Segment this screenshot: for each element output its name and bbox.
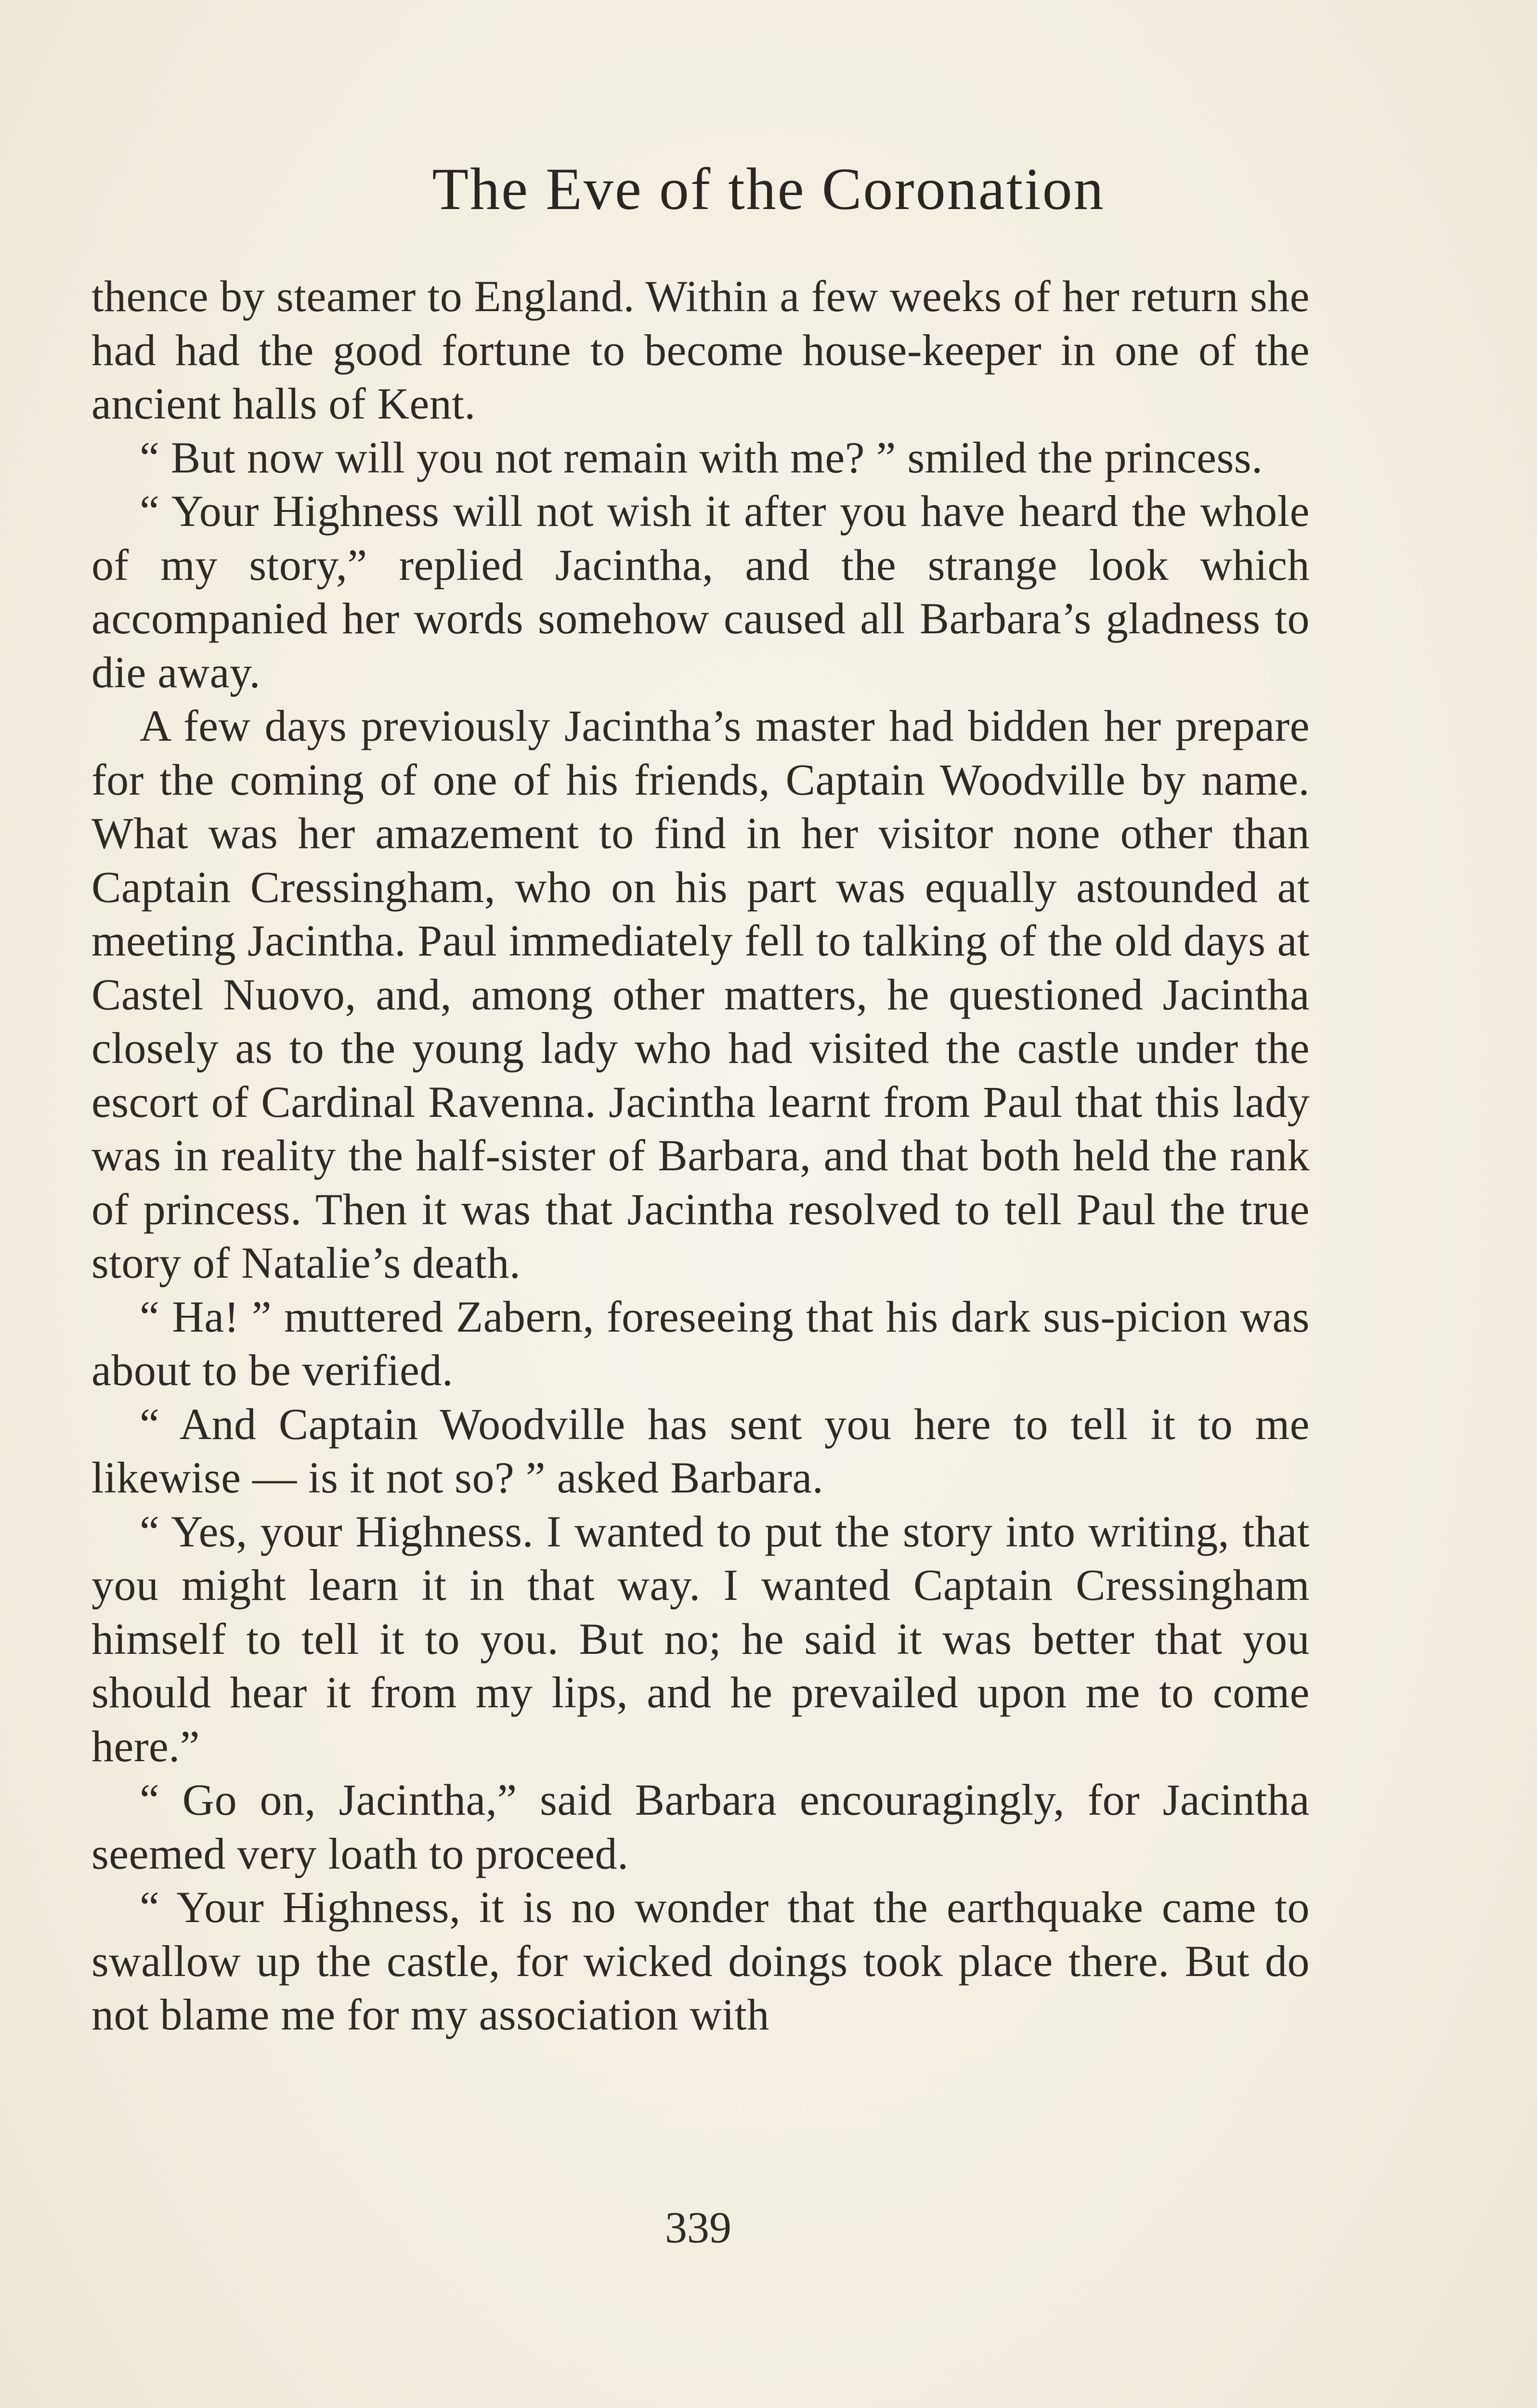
paragraph: A few days previously Jacintha’s master had bidden her prepare for the coming of one of his friends, Captain Woodville by name. What was her amazement to find in her visitor none other than Captain Cressingham, who on his part was equally astounded at meeting Jacintha. Paul immediately fell to talking of the old days at Castel Nuovo, and, among other matters, he questioned Jacintha closely as to the young lady who had visited the castle under the escort of Cardinal Ravenna. Jacintha learnt from Paul that this lady was in reality the half-sister of Barbara, and that both held the rank of princess. Then it was that Jacintha resolved to tell Paul the true story of Natalie’s death. xyxy=(91,701,1310,1287)
paragraph: “ Your Highness will not wish it after you have heard the whole of my story,” replied Jacintha, and the strange look which accompanied her words somehow caused all Barbara’s gladness to die away. xyxy=(91,486,1310,697)
body-text xyxy=(91,270,1310,2042)
paragraph-continued: thence by steamer to England. Within a few weeks of her return she had had the good fortune to become house-keeper in one of the ancient halls of Kent. xyxy=(91,272,1310,428)
paragraph: “ Go on, Jacintha,” said Barbara encouragingly, for Jacintha seemed very loath to proceed. xyxy=(91,1775,1310,1878)
paragraph: “ Ha! ” muttered Zabern, foreseeing that his dark sus-picion was about to be verified. xyxy=(91,1292,1310,1395)
running-head: The Eve of the Coronation xyxy=(432,156,1105,222)
paragraph: “ Yes, your Highness. I wanted to put the story into writing, that you might learn it in that way. I wanted Captain Cressingham himself to tell it to you. But no; he said it was better that you should hear it from my lips, and he prevailed upon me to come here.” xyxy=(91,1506,1310,1771)
paragraph: “ But now will you not remain with me? ” smiled the princess. xyxy=(140,432,1263,482)
paragraph: “ Your Highness, it is no wonder that the earthquake came to swallow up the castle, for wicked doings took place there. But do not blame me for my association with xyxy=(91,1883,1310,2039)
page-number: 339 xyxy=(665,2203,731,2252)
paragraph: “ And Captain Woodville has sent you here to tell it to me likewise — is it not so? ” asked Barbara. xyxy=(91,1399,1310,1502)
